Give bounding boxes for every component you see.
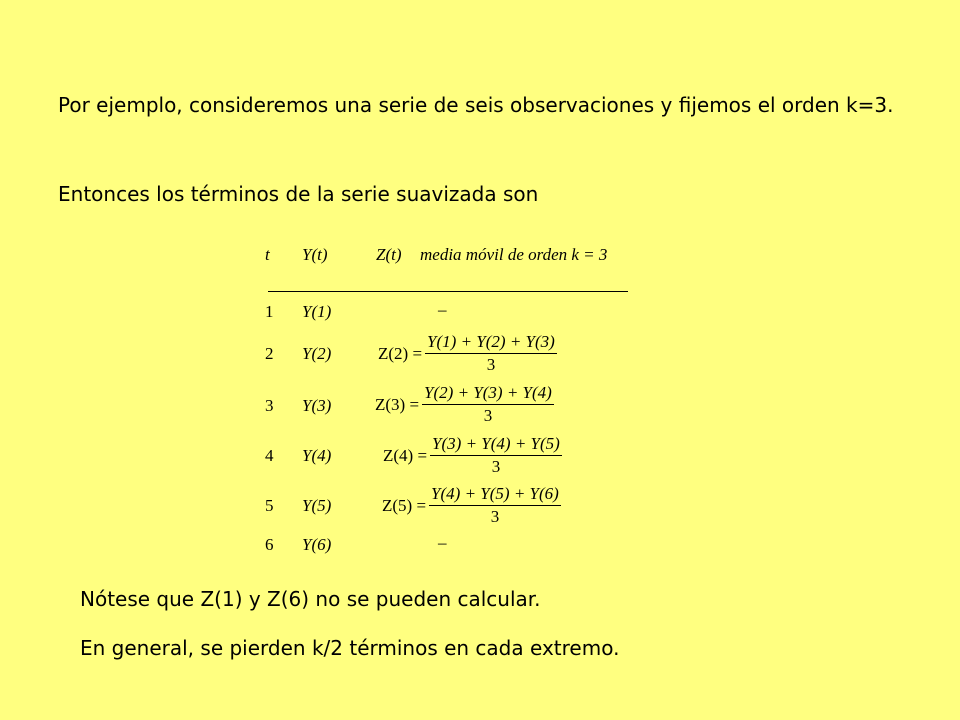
header-rule <box>268 291 628 292</box>
formula-lhs: Z(3) = <box>375 394 420 414</box>
row-t: 6 <box>265 535 274 554</box>
formula-denominator: 3 <box>483 406 493 425</box>
row-t: 4 <box>265 446 274 465</box>
row-y: Y(5) <box>302 496 332 515</box>
row-t: 5 <box>265 496 274 515</box>
row-formula <box>375 382 554 427</box>
formula-denominator: 3 <box>491 457 501 476</box>
formula-numerator: Y(4) + Y(5) + Y(6) <box>429 483 561 506</box>
formula-lhs: Z(5) = <box>382 495 427 515</box>
row-y: Y(1) <box>302 302 332 321</box>
formula-numerator: Y(1) + Y(2) + Y(3) <box>425 331 557 354</box>
row-t: 2 <box>265 344 274 363</box>
header-z: Z(t) <box>376 245 402 264</box>
header-y: Y(t) <box>302 245 328 264</box>
formula-numerator: Y(3) + Y(4) + Y(5) <box>430 433 562 456</box>
row-formula <box>383 433 562 478</box>
row-formula <box>378 331 557 376</box>
formula-denominator: 3 <box>490 507 500 526</box>
formula-lhs: Z(2) = <box>378 343 423 363</box>
row-y: Y(2) <box>302 344 332 363</box>
row-t: 1 <box>265 302 274 321</box>
smoothed-series-intro: Entonces los términos de la serie suavizada son <box>58 182 539 206</box>
row-y: Y(3) <box>302 396 332 415</box>
formula-lhs: Z(4) = <box>383 445 428 465</box>
row-formula <box>382 483 561 528</box>
header-t: t <box>265 245 270 264</box>
row-y: Y(4) <box>302 446 332 465</box>
row-dash: – <box>438 533 447 552</box>
row-y: Y(6) <box>302 535 332 554</box>
formula-denominator: 3 <box>486 355 496 374</box>
row-dash: – <box>438 300 447 319</box>
row-t: 3 <box>265 396 274 415</box>
intro-paragraph: Por ejemplo, consideremos una serie de seis observaciones y fijemos el orden k=3. <box>58 93 894 117</box>
formula-numerator: Y(2) + Y(3) + Y(4) <box>422 382 554 405</box>
general-paragraph: En general, se pierden k/2 términos en cada extremo. <box>80 636 620 660</box>
header-description: media móvil de orden k = 3 <box>420 245 608 264</box>
note-paragraph: Nótese que Z(1) y Z(6) no se pueden calcular. <box>80 587 541 611</box>
